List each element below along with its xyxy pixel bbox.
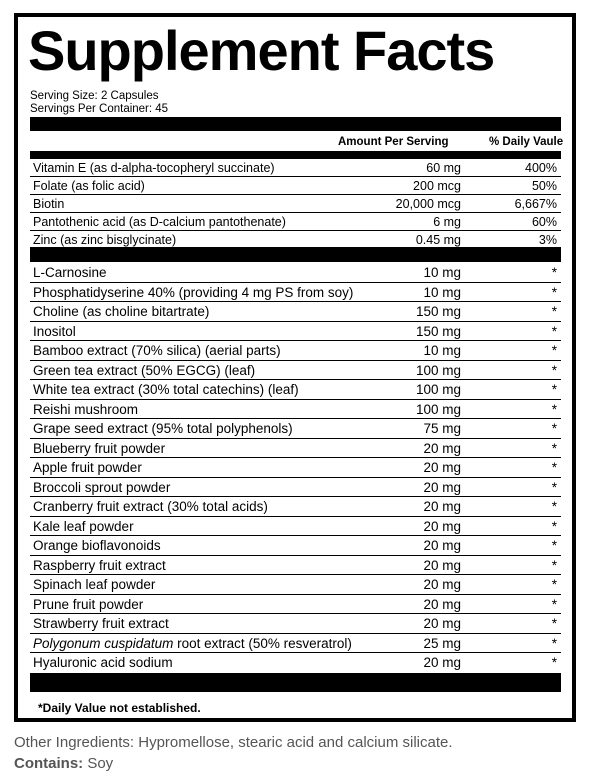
nutrient-amount: 20 mg — [423, 518, 461, 534]
contains-line — [14, 755, 113, 772]
nutrient-amount: 10 mg — [423, 343, 461, 358]
nutrient-amount: 150 mg — [415, 323, 461, 339]
nutrient-amount: 100 mg — [415, 401, 461, 417]
nutrient-amount: 200 mcg — [413, 179, 461, 193]
nutrient-daily-value: * — [551, 635, 557, 651]
nutrient-row — [30, 302, 561, 321]
nutrient-name: Grape seed extract (95% total polyphenols) — [33, 421, 293, 436]
nutrient-row — [30, 517, 561, 536]
nutrient-name: Cranberry fruit extract (30% total acids) — [33, 499, 268, 514]
nutrient-amount: 20 mg — [423, 538, 461, 553]
nutrient-daily-value: * — [551, 304, 557, 319]
thick-divider — [30, 117, 561, 131]
nutrient-name: L-Carnosine — [33, 265, 107, 280]
daily-value-header: % Daily Vaule — [489, 136, 564, 148]
nutrient-amount: 60 mg — [426, 161, 461, 175]
nutrient-amount: 20 mg — [423, 655, 461, 670]
nutrient-amount: 100 mg — [415, 382, 461, 397]
nutrient-daily-value: * — [551, 655, 557, 670]
nutrient-name: Folate (as folic acid) — [33, 179, 145, 193]
nutrient-name: Spinach leaf powder — [33, 577, 156, 592]
nutrient-row — [30, 439, 561, 458]
nutrient-daily-value: * — [551, 616, 557, 631]
contains-value: Soy — [83, 755, 114, 772]
nutrient-row — [30, 361, 561, 380]
nutrient-amount: 100 mg — [415, 362, 461, 378]
nutrient-daily-value: * — [551, 577, 557, 592]
nutrient-amount: 20 mg — [423, 577, 461, 592]
nutrient-amount: 20 mg — [423, 479, 461, 495]
nutrient-daily-value: * — [551, 401, 557, 417]
nutrient-daily-value: * — [551, 323, 557, 339]
nutrient-row — [30, 536, 561, 555]
nutrient-amount: 20 mg — [423, 557, 461, 573]
nutrient-amount: 20 mg — [423, 596, 461, 612]
nutrient-amount: 20 mg — [423, 499, 461, 514]
nutrient-name: Zinc (as zinc bisglycinate) — [33, 233, 177, 247]
nutrient-row — [30, 595, 561, 614]
nutrient-row — [30, 263, 561, 282]
nutrient-name: Bamboo extract (70% silica) (aerial parts) — [33, 343, 281, 358]
header-divider — [30, 151, 561, 159]
nutrient-daily-value: 6,667% — [514, 197, 557, 211]
nutrient-daily-value: * — [551, 343, 557, 358]
nutrient-name: Hyaluronic acid sodium — [33, 655, 173, 670]
nutrient-amount: 25 mg — [423, 635, 461, 651]
nutrient-name: Raspberry fruit extract — [33, 557, 166, 573]
nutrient-daily-value: * — [551, 479, 557, 495]
nutrient-amount: 75 mg — [423, 421, 461, 436]
nutrient-daily-value: 3% — [538, 233, 557, 247]
nutrient-amount: 10 mg — [423, 265, 461, 280]
nutrient-daily-value: * — [551, 557, 557, 573]
nutrient-row — [30, 380, 561, 399]
nutrient-amount: 20,000 mcg — [395, 197, 461, 211]
nutrient-name: Strawberry fruit extract — [33, 616, 169, 631]
nutrient-daily-value: * — [551, 460, 557, 475]
nutrient-daily-value: * — [551, 518, 557, 534]
nutrient-daily-value: 400% — [525, 161, 557, 175]
nutrient-row — [30, 341, 561, 360]
nutrient-amount: 20 mg — [423, 440, 461, 456]
nutrient-name-rest: root extract (50% resveratrol) — [173, 635, 352, 651]
nutrient-amount: 20 mg — [423, 460, 461, 475]
nutrient-daily-value: * — [551, 382, 557, 397]
nutrient-row — [30, 322, 561, 341]
nutrient-daily-value: * — [551, 265, 557, 280]
nutrient-name: Green tea extract (50% EGCG) (leaf) — [33, 362, 256, 378]
nutrient-name-italic: Polygonum cuspidatum — [33, 635, 174, 651]
nutrient-daily-value: * — [551, 362, 557, 378]
nutrient-name: Inositol — [33, 323, 76, 339]
nutrient-row — [30, 653, 561, 672]
nutrient-name: Pantothenic acid (as D-calcium pantothenate) — [33, 215, 286, 229]
nutrient-row — [30, 400, 561, 419]
nutrient-daily-value: * — [551, 538, 557, 553]
nutrient-daily-value: * — [551, 421, 557, 436]
bottom-divider — [30, 673, 561, 692]
amount-header: Amount Per Serving — [338, 136, 449, 148]
nutrient-name: Phosphatidyserine 40% (providing 4 mg PS from soy) — [33, 284, 354, 300]
nutrient-name: Biotin — [33, 197, 65, 211]
serving-size: Serving Size: 2 Capsules — [30, 90, 159, 102]
nutrient-amount: 20 mg — [423, 616, 461, 631]
other-ingredients: Other Ingredients: Hypromellose, stearic acid and calcium silicate. — [14, 734, 453, 751]
nutrient-daily-value: * — [551, 284, 557, 300]
nutrient-row — [30, 283, 561, 302]
nutrient-amount: 0.45 mg — [415, 233, 461, 247]
daily-value-footnote: *Daily Value not established. — [38, 701, 201, 715]
nutrient-row — [30, 478, 561, 497]
nutrient-row — [30, 497, 561, 516]
supplement-facts-panel — [14, 13, 576, 722]
nutrient-row — [30, 634, 561, 653]
nutrient-daily-value: 50% — [531, 179, 557, 193]
nutrient-row — [30, 419, 561, 438]
nutrient-row — [30, 575, 561, 594]
servings-per-container: Servings Per Container: 45 — [30, 103, 169, 115]
nutrient-amount: 10 mg — [423, 284, 461, 300]
nutrient-name: Blueberry fruit powder — [33, 440, 166, 456]
nutrient-row — [30, 614, 561, 633]
panel-title: Supplement Facts — [28, 19, 495, 82]
nutrient-name: White tea extract (30% total catechins) (leaf) — [33, 382, 299, 397]
contains-label: Contains: — [14, 755, 84, 772]
nutrient-name: Prune fruit powder — [33, 596, 144, 612]
nutrient-row — [30, 458, 561, 477]
nutrient-name: Orange bioflavonoids — [33, 538, 161, 553]
nutrient-name: Apple fruit powder — [33, 460, 142, 475]
nutrient-daily-value: * — [551, 440, 557, 456]
nutrient-name: Broccoli sprout powder — [33, 479, 171, 495]
nutrient-name — [33, 634, 352, 653]
nutrient-row — [30, 556, 561, 575]
nutrient-name: Kale leaf powder — [33, 518, 134, 534]
nutrient-daily-value: * — [551, 499, 557, 514]
nutrient-amount: 6 mg — [433, 215, 461, 229]
nutrient-name: Reishi mushroom — [33, 401, 139, 417]
nutrient-name: Vitamin E (as d-alpha-tocopheryl succinate) — [33, 161, 275, 175]
nutrient-amount: 150 mg — [415, 304, 461, 319]
nutrient-daily-value: 60% — [531, 215, 557, 229]
section-divider — [30, 247, 561, 262]
nutrient-daily-value: * — [551, 596, 557, 612]
nutrient-name: Choline (as choline bitartrate) — [33, 304, 210, 319]
